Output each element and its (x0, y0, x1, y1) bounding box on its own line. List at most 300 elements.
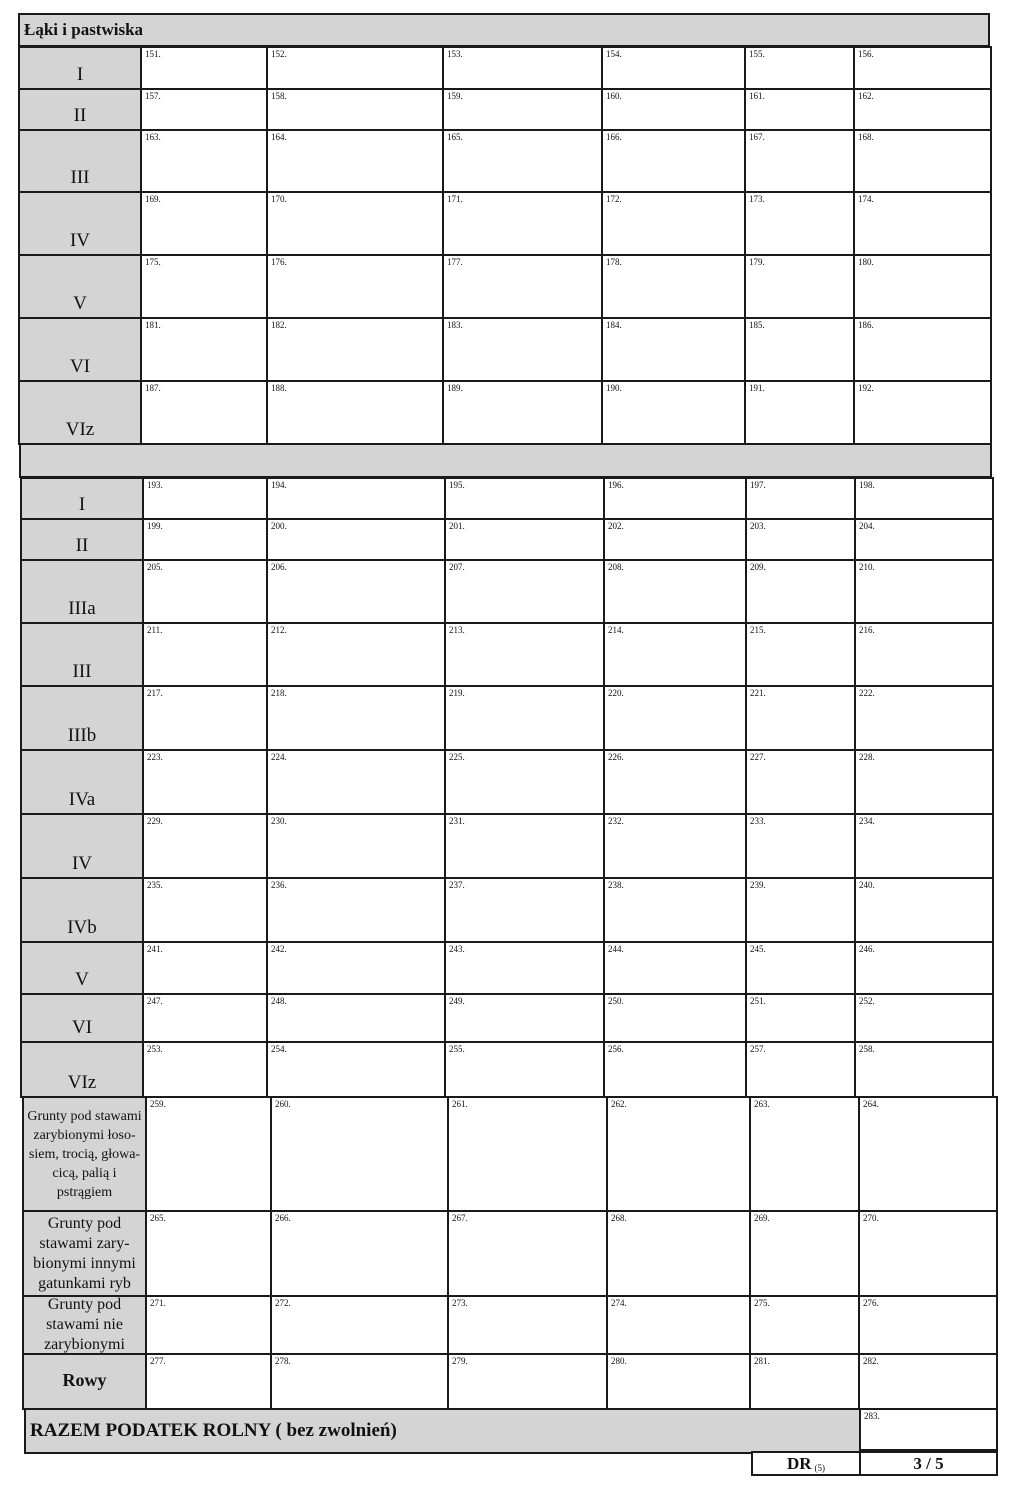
field-number: 254. (271, 1044, 287, 1054)
input-cell[interactable] (749, 1096, 860, 1212)
row-label (20, 518, 144, 561)
row-label-text: Grunty pod stawami nie zarybionymi (44, 1296, 125, 1353)
row-label-text: IIIb (67, 725, 97, 746)
input-cell[interactable] (745, 518, 856, 561)
field-number: 190. (606, 383, 622, 393)
row-label (20, 813, 144, 879)
input-cell[interactable] (606, 1353, 751, 1410)
input-cell[interactable] (142, 685, 268, 751)
field-number: 216. (859, 625, 875, 635)
input-cell[interactable] (270, 1295, 449, 1355)
field-number: 228. (859, 752, 875, 762)
field-number: 160. (606, 91, 622, 101)
input-cell[interactable] (854, 1041, 994, 1098)
input-cell[interactable] (853, 380, 992, 445)
input-cell[interactable] (444, 993, 605, 1043)
input-cell[interactable] (601, 317, 746, 382)
field-number: 171. (447, 194, 463, 204)
field-number: 262. (611, 1099, 627, 1109)
input-cell[interactable] (745, 877, 856, 943)
input-cell[interactable] (442, 191, 603, 256)
input-cell[interactable] (853, 129, 992, 193)
input-cell[interactable] (744, 317, 855, 382)
input-cell[interactable] (142, 749, 268, 815)
field-number: 174. (858, 194, 874, 204)
input-cell[interactable] (854, 993, 994, 1043)
field-number: 217. (147, 688, 163, 698)
row-label-text: IVa (68, 789, 96, 810)
field-number: 165. (447, 132, 463, 142)
input-cell[interactable] (140, 46, 268, 90)
row-label-text: I (78, 494, 86, 515)
field-number: 231. (449, 816, 465, 826)
input-cell[interactable] (854, 622, 994, 687)
page-number (859, 1451, 998, 1476)
input-cell[interactable] (603, 877, 747, 943)
row-label (20, 941, 144, 995)
input-cell[interactable] (140, 129, 268, 193)
input-cell[interactable] (140, 254, 268, 319)
field-number: 269. (754, 1213, 770, 1223)
input-cell[interactable] (744, 254, 855, 319)
field-number: 226. (608, 752, 624, 762)
field-number: 204. (859, 521, 875, 531)
row-label-text: IIIa (68, 598, 96, 619)
row-label-text: VI (69, 356, 91, 377)
row-label (18, 46, 142, 90)
input-cell[interactable] (140, 191, 268, 256)
input-cell[interactable] (140, 88, 268, 131)
input-cell[interactable] (603, 518, 747, 561)
field-number: 213. (449, 625, 465, 635)
field-number: 274. (611, 1298, 627, 1308)
field-number: 282. (863, 1356, 879, 1366)
input-cell[interactable] (270, 1210, 449, 1297)
input-cell[interactable] (145, 1210, 272, 1297)
input-cell[interactable] (444, 622, 605, 687)
input-cell[interactable] (266, 46, 444, 90)
field-number: 251. (750, 996, 766, 1006)
field-number: 241. (147, 944, 163, 954)
field-number: 218. (271, 688, 287, 698)
input-cell[interactable] (749, 1295, 860, 1355)
input-cell[interactable] (140, 380, 268, 445)
field-number: 172. (606, 194, 622, 204)
input-cell[interactable] (145, 1295, 272, 1355)
input-cell[interactable] (606, 1210, 751, 1297)
row-label-text: Rowy (62, 1370, 107, 1390)
page-number-text: 3 / 5 (913, 1453, 944, 1473)
input-cell[interactable] (601, 191, 746, 256)
input-cell[interactable] (603, 1041, 747, 1098)
row-label (18, 380, 142, 445)
field-number: 215. (750, 625, 766, 635)
input-cell[interactable] (745, 685, 856, 751)
field-number: 255. (449, 1044, 465, 1054)
field-number: 279. (452, 1356, 468, 1366)
input-cell[interactable] (603, 993, 747, 1043)
input-cell[interactable] (853, 317, 992, 382)
input-cell[interactable] (858, 1096, 998, 1212)
field-number: 238. (608, 880, 624, 890)
section-title (19, 443, 992, 478)
input-cell[interactable] (601, 46, 746, 90)
form-code (751, 1451, 861, 1476)
row-label-text: Grunty pod stawami zary-bionymi innymi gatunkami ryb (33, 1214, 136, 1292)
input-cell[interactable] (447, 1353, 608, 1410)
input-cell[interactable] (744, 191, 855, 256)
row-label (20, 559, 144, 624)
row-label (22, 1353, 147, 1410)
form-version-text: (5) (814, 1462, 826, 1473)
field-number: 214. (608, 625, 624, 635)
field-number: 168. (858, 132, 874, 142)
input-cell[interactable] (603, 749, 747, 815)
input-cell[interactable] (266, 129, 444, 193)
input-cell[interactable] (745, 749, 856, 815)
input-cell[interactable] (142, 559, 268, 624)
input-cell[interactable] (601, 129, 746, 193)
input-cell[interactable] (603, 813, 747, 879)
field-number: 198. (859, 480, 875, 490)
row-label-text: Grunty pod stawami zarybionymi łoso-siem, trocią, głowa-cicą, palią i pstrągiem (27, 1108, 142, 1200)
input-cell[interactable] (140, 317, 268, 382)
field-number: 223. (147, 752, 163, 762)
input-cell[interactable] (266, 749, 446, 815)
input-cell[interactable] (744, 46, 855, 90)
field-number: 266. (275, 1213, 291, 1223)
input-cell[interactable] (854, 749, 994, 815)
input-cell[interactable] (749, 1210, 860, 1297)
row-label-text: I (76, 64, 84, 85)
input-cell[interactable] (745, 559, 856, 624)
field-number: 272. (275, 1298, 291, 1308)
field-number: 186. (858, 320, 874, 330)
field-number: 219. (449, 688, 465, 698)
input-cell[interactable] (444, 877, 605, 943)
input-cell[interactable] (266, 993, 446, 1043)
input-cell[interactable] (142, 477, 268, 520)
input-cell[interactable] (145, 1353, 272, 1410)
input-cell[interactable] (744, 380, 855, 445)
input-cell[interactable] (270, 1353, 449, 1410)
input-cell[interactable] (603, 622, 747, 687)
input-cell[interactable] (745, 993, 856, 1043)
input-cell[interactable] (603, 559, 747, 624)
input-cell[interactable] (444, 1041, 605, 1098)
row-label (20, 477, 144, 520)
input-cell[interactable] (853, 46, 992, 90)
input-cell[interactable] (603, 941, 747, 995)
field-number: 233. (750, 816, 766, 826)
field-number: 248. (271, 996, 287, 1006)
field-number: 230. (271, 816, 287, 826)
field-number: 192. (858, 383, 874, 393)
field-number: 260. (275, 1099, 291, 1109)
input-cell[interactable] (858, 1210, 998, 1297)
input-cell[interactable] (749, 1353, 860, 1410)
input-cell[interactable] (745, 477, 856, 520)
input-cell[interactable] (601, 88, 746, 131)
input-cell[interactable] (266, 941, 446, 995)
field-number: 178. (606, 257, 622, 267)
field-number: 151. (145, 49, 161, 59)
row-label-text: V (73, 293, 87, 314)
input-cell[interactable] (744, 88, 855, 131)
field-number: 249. (449, 996, 465, 1006)
row-label (20, 877, 144, 943)
field-number: 209. (750, 562, 766, 572)
section-title-text: Łąki i pastwiska (24, 20, 144, 39)
field-number: 224. (271, 752, 287, 762)
field-number: 207. (449, 562, 465, 572)
field-number: 180. (858, 257, 874, 267)
field-number: 170. (271, 194, 287, 204)
field-number: 240. (859, 880, 875, 890)
input-cell[interactable] (266, 685, 446, 751)
field-number: 242. (271, 944, 287, 954)
input-cell[interactable] (606, 1295, 751, 1355)
input-cell[interactable] (601, 380, 746, 445)
total-label-text: RAZEM PODATEK ROLNY ( bez zwolnień) (30, 1420, 397, 1441)
input-cell[interactable] (266, 1041, 446, 1098)
input-cell[interactable] (142, 877, 268, 943)
field-number: 221. (750, 688, 766, 698)
field-number: 278. (275, 1356, 291, 1366)
row-label-text: III (72, 661, 92, 682)
input-cell[interactable] (858, 1295, 998, 1355)
input-cell[interactable] (745, 941, 856, 995)
input-cell[interactable] (444, 941, 605, 995)
input-cell[interactable] (444, 813, 605, 879)
row-label-text: II (75, 535, 89, 556)
row-label (18, 191, 142, 256)
input-cell[interactable] (854, 685, 994, 751)
field-number: 157. (145, 91, 161, 101)
input-cell[interactable] (854, 518, 994, 561)
field-number: 258. (859, 1044, 875, 1054)
field-number: 277. (150, 1356, 166, 1366)
field-number: 163. (145, 132, 161, 142)
row-label (20, 993, 144, 1043)
row-label (22, 1096, 147, 1212)
row-label (18, 129, 142, 193)
field-number: 246. (859, 944, 875, 954)
row-label-text: IVb (67, 917, 97, 938)
field-number: 227. (750, 752, 766, 762)
field-number: 195. (449, 480, 465, 490)
row-label (22, 1295, 147, 1355)
input-cell[interactable] (745, 1041, 856, 1098)
field-number: 176. (271, 257, 287, 267)
input-cell[interactable] (601, 254, 746, 319)
input-cell[interactable] (442, 317, 603, 382)
field-number: 203. (750, 521, 766, 531)
field-number: 158. (271, 91, 287, 101)
field-number: 244. (608, 944, 624, 954)
field-number: 261. (452, 1099, 468, 1109)
row-label (22, 1210, 147, 1297)
field-number: 275. (754, 1298, 770, 1308)
field-number: 194. (271, 480, 287, 490)
input-cell[interactable] (853, 254, 992, 319)
input-cell[interactable] (266, 559, 446, 624)
field-number: 181. (145, 320, 161, 330)
field-number: 239. (750, 880, 766, 890)
field-number: 225. (449, 752, 465, 762)
field-number: 276. (863, 1298, 879, 1308)
input-cell[interactable] (854, 941, 994, 995)
field-number: 205. (147, 562, 163, 572)
input-cell[interactable] (266, 88, 444, 131)
field-number: 153. (447, 49, 463, 59)
field-number: 208. (608, 562, 624, 572)
input-cell[interactable] (266, 622, 446, 687)
field-number: 250. (608, 996, 624, 1006)
field-number: 257. (750, 1044, 766, 1054)
field-number: 189. (447, 383, 463, 393)
field-number: 263. (754, 1099, 770, 1109)
input-cell[interactable] (447, 1295, 608, 1355)
input-cell[interactable] (447, 1096, 608, 1212)
input-cell[interactable] (266, 380, 444, 445)
field-number: 164. (271, 132, 287, 142)
total-input-cell[interactable] (859, 1408, 998, 1451)
input-cell[interactable] (745, 622, 856, 687)
input-cell[interactable] (266, 191, 444, 256)
field-number: 268. (611, 1213, 627, 1223)
field-number: 280. (611, 1356, 627, 1366)
field-number: 252. (859, 996, 875, 1006)
total-label (24, 1408, 861, 1454)
input-cell[interactable] (142, 622, 268, 687)
field-number: 259. (150, 1099, 166, 1109)
field-number: 267. (452, 1213, 468, 1223)
field-number: 237. (449, 880, 465, 890)
field-number: 236. (271, 880, 287, 890)
field-number: 234. (859, 816, 875, 826)
input-cell[interactable] (270, 1096, 449, 1212)
form-code-text: DR (786, 1453, 812, 1473)
input-cell[interactable] (142, 518, 268, 561)
row-label-text: IV (69, 230, 91, 251)
field-number: 185. (749, 320, 765, 330)
input-cell[interactable] (745, 813, 856, 879)
input-cell[interactable] (442, 129, 603, 193)
field-number: 184. (606, 320, 622, 330)
row-label-text: III (70, 167, 90, 188)
field-number: 206. (271, 562, 287, 572)
input-cell[interactable] (603, 477, 747, 520)
input-cell[interactable] (142, 1041, 268, 1098)
input-cell[interactable] (444, 477, 605, 520)
field-number: 229. (147, 816, 163, 826)
input-cell[interactable] (853, 88, 992, 131)
field-number: 162. (858, 91, 874, 101)
field-number: 191. (749, 383, 765, 393)
row-label-text: VI (71, 1017, 93, 1038)
row-label-text: V (75, 969, 89, 990)
field-number: 182. (271, 320, 287, 330)
field-number: 166. (606, 132, 622, 142)
field-number: 156. (858, 49, 874, 59)
input-cell[interactable] (266, 477, 446, 520)
field-number: 155. (749, 49, 765, 59)
input-cell[interactable] (442, 380, 603, 445)
input-cell[interactable] (266, 877, 446, 943)
field-number: 200. (271, 521, 287, 531)
field-number: 154. (606, 49, 622, 59)
input-cell[interactable] (266, 317, 444, 382)
input-cell[interactable] (603, 685, 747, 751)
input-cell[interactable] (142, 993, 268, 1043)
input-cell[interactable] (444, 749, 605, 815)
section-title (18, 13, 990, 47)
field-number: 235. (147, 880, 163, 890)
field-number: 265. (150, 1213, 166, 1223)
input-cell[interactable] (444, 518, 605, 561)
input-cell[interactable] (442, 254, 603, 319)
field-number: 175. (145, 257, 161, 267)
field-number: 193. (147, 480, 163, 490)
input-cell[interactable] (444, 559, 605, 624)
row-label (20, 749, 144, 815)
input-cell[interactable] (266, 813, 446, 879)
field-number: 202. (608, 521, 624, 531)
field-number: 179. (749, 257, 765, 267)
input-cell[interactable] (145, 1096, 272, 1212)
field-number: 245. (750, 944, 766, 954)
field-number: 183. (447, 320, 463, 330)
input-cell[interactable] (854, 813, 994, 879)
input-cell[interactable] (853, 191, 992, 256)
field-number: 281. (754, 1356, 770, 1366)
input-cell[interactable] (444, 685, 605, 751)
input-cell[interactable] (854, 477, 994, 520)
row-label-text: VIz (65, 419, 95, 440)
input-cell[interactable] (266, 518, 446, 561)
field-number: 187. (145, 383, 161, 393)
field-number: 232. (608, 816, 624, 826)
input-cell[interactable] (606, 1096, 751, 1212)
field-number: 247. (147, 996, 163, 1006)
field-number: 211. (147, 625, 163, 635)
field-number: 243. (449, 944, 465, 954)
field-number: 210. (859, 562, 875, 572)
row-label (18, 88, 142, 131)
input-cell[interactable] (854, 877, 994, 943)
row-label (18, 254, 142, 319)
input-cell[interactable] (744, 129, 855, 193)
input-cell[interactable] (854, 559, 994, 624)
field-number: 173. (749, 194, 765, 204)
field-number: 201. (449, 521, 465, 531)
field-number: 256. (608, 1044, 624, 1054)
input-cell[interactable] (442, 46, 603, 90)
row-label-text: II (73, 105, 87, 126)
input-cell[interactable] (142, 941, 268, 995)
field-number: 212. (271, 625, 287, 635)
input-cell[interactable] (442, 88, 603, 131)
input-cell[interactable] (142, 813, 268, 879)
input-cell[interactable] (447, 1210, 608, 1297)
input-cell[interactable] (858, 1353, 998, 1410)
row-label-text: VIz (67, 1072, 97, 1093)
field-number: 161. (749, 91, 765, 101)
input-cell[interactable] (266, 254, 444, 319)
field-number: 271. (150, 1298, 166, 1308)
row-label (20, 1041, 144, 1098)
